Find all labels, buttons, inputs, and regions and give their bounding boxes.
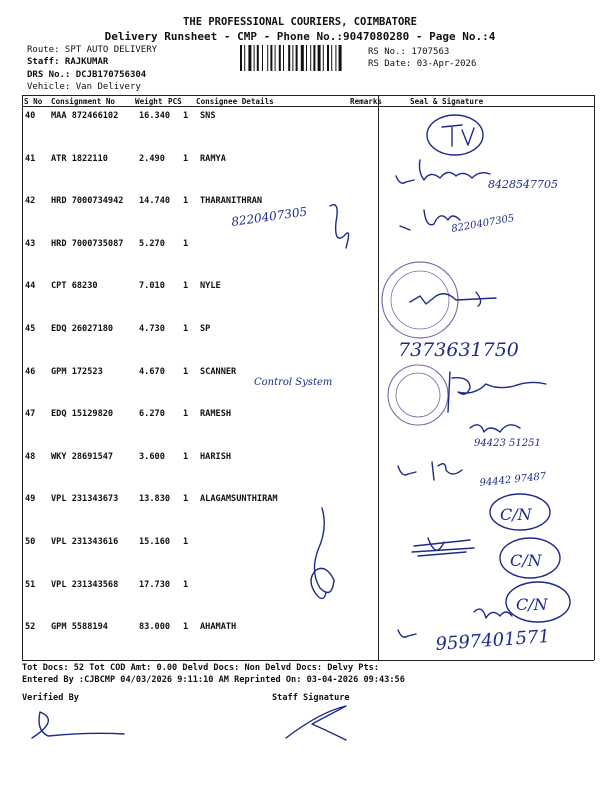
cell-cons: ATR 1822110 — [51, 153, 108, 164]
signature-ahamath — [474, 609, 512, 618]
cell-pcs: 1 — [183, 622, 189, 633]
col-consignee: Consignee Details — [196, 97, 274, 106]
cell-cons: EDQ 26027180 — [51, 324, 114, 334]
signature-nyle — [410, 292, 496, 306]
cell-pcs: 1 — [183, 281, 189, 292]
control-system-note: Control System — [254, 377, 333, 388]
cell-consignee: ALAGAMSUNTHIRAM — [200, 494, 278, 505]
cn-note-49: C/N — [500, 505, 532, 524]
cell-consignee: AHAMATH — [200, 622, 237, 633]
cell-consignee: SCANNER — [200, 366, 237, 377]
col-sno: S No — [24, 97, 43, 106]
cell-cons: WKY 28691547 — [51, 451, 114, 462]
cell-pcs: 1 — [183, 111, 189, 121]
crossed-signature-50 — [412, 538, 474, 556]
signature-tv — [442, 125, 474, 146]
cell-weight: 5.270 — [139, 238, 165, 249]
footer-totals: Tot Docs: 52 Tot COD Amt: 0.00 Delvd Docs: Non Delvd Docs: Delvy Pts: — [22, 663, 379, 673]
signature-harish — [432, 462, 462, 480]
cell-consignee: RAMESH — [200, 409, 232, 420]
cn-note-50: C/N — [510, 551, 542, 570]
cell-sno: 51 — [25, 579, 36, 590]
cell-pcs: 1 — [183, 238, 189, 249]
cell-cons: HRD 7000735087 — [51, 238, 124, 249]
cell-consignee: RAMYA — [200, 153, 226, 164]
phone-row45: 7373631750 — [398, 339, 519, 361]
cell-sno: 40 — [25, 111, 36, 121]
vehicle-label: Vehicle: Van Delivery — [27, 82, 141, 92]
cell-cons: GPM 172523 — [51, 366, 103, 377]
company-stamp-2 — [388, 365, 448, 425]
signature-ramesh — [470, 425, 520, 432]
phone-tharani-1: 8220407305 — [230, 204, 309, 229]
cell-pcs: 1 — [183, 494, 189, 505]
signature-circle-tv — [427, 115, 483, 155]
rs-number: RS No.: 1707563 — [368, 47, 450, 57]
cell-sno: 43 — [25, 238, 36, 249]
phone-tharani-2: 8220407305 — [450, 213, 516, 235]
cell-pcs: 1 — [183, 366, 189, 377]
rs-date: RS Date: 03-Apr-2026 — [368, 59, 477, 69]
cell-weight: 4.730 — [139, 324, 165, 334]
footer-entered-by: Entered By :CJBCMP 04/03/2026 9:11:10 AM Reprinted On: 03-04-2026 09:43:56 — [22, 675, 405, 685]
cell-cons: MAA 872466102 — [51, 111, 119, 121]
cell-pcs: 1 — [183, 324, 189, 334]
runsheet-subtitle: Delivery Runsheet - CMP - Phone No.:9047080280 - Page No.:4 — [104, 30, 496, 43]
tick-mark-48 — [398, 466, 416, 475]
cell-pcs: 1 — [183, 537, 189, 547]
cell-sno: 44 — [25, 281, 36, 292]
cell-weight: 7.010 — [139, 281, 165, 292]
cn-note-51: C/N — [516, 595, 548, 614]
company-title: THE PROFESSIONAL COURIERS, COIMBATORE — [183, 16, 417, 28]
col-remarks: Remarks — [350, 97, 383, 106]
cell-cons: VPL 231343673 — [51, 494, 119, 505]
cell-cons: CPT 68230 — [51, 281, 98, 292]
cell-sno: 52 — [25, 622, 36, 633]
phone-row48: 94442 97487 — [479, 471, 547, 489]
signature-scanner — [448, 372, 546, 412]
signature-tharani — [330, 205, 349, 248]
cell-weight: 83.000 — [139, 622, 171, 633]
cell-consignee: THARANITHRAN — [200, 196, 263, 207]
cell-weight: 13.830 — [139, 494, 171, 505]
verified-signature — [32, 712, 124, 738]
cell-consignee: SP — [200, 324, 211, 334]
cell-pcs: 1 — [183, 451, 189, 462]
cell-weight: 17.730 — [139, 579, 171, 590]
col-consignment: Consignment No — [51, 97, 116, 106]
cell-sno: 46 — [25, 366, 36, 377]
cell-pcs: 1 — [183, 196, 189, 207]
col-weight: Weight — [135, 97, 163, 106]
staff-label: Staff: RAJKUMAR — [27, 57, 109, 67]
cell-sno: 45 — [25, 324, 36, 334]
staff-signature-mark — [286, 706, 346, 740]
phone-row47: 94423 51251 — [474, 438, 541, 449]
cell-weight: 16.340 — [139, 111, 171, 121]
cell-pcs: 1 — [183, 409, 189, 420]
route-label: Route: SPT AUTO DELIVERY — [27, 45, 158, 55]
cell-cons: HRD 7000734942 — [51, 196, 124, 207]
cell-weight: 15.160 — [139, 537, 171, 547]
cell-cons: VPL 231343616 — [51, 537, 119, 547]
cell-weight: 4.670 — [139, 366, 165, 377]
col-seal-signature: Seal & Signature — [410, 97, 484, 106]
signature-ramya — [420, 160, 491, 180]
phone-ramya: 8428547705 — [488, 178, 558, 191]
staff-signature-label: Staff Signature — [272, 693, 350, 703]
cell-pcs: 1 — [183, 153, 189, 164]
cell-cons: GPM 5588194 — [51, 622, 108, 633]
cell-cons: VPL 231343568 — [51, 579, 119, 590]
cell-consignee: HARISH — [200, 451, 232, 462]
tick-mark-52 — [398, 630, 416, 637]
company-stamp-1 — [382, 262, 458, 338]
cell-sno: 41 — [25, 153, 36, 164]
cell-weight: 14.740 — [139, 196, 171, 207]
cell-pcs: 1 — [183, 579, 189, 590]
cell-weight: 6.270 — [139, 409, 165, 420]
tick-mark-41 — [396, 176, 414, 183]
cell-sno: 47 — [25, 409, 36, 420]
phone-row52: 9597401571 — [434, 626, 551, 655]
cell-consignee: NYLE — [200, 281, 221, 292]
signature-alagam — [311, 508, 334, 599]
cell-weight: 3.600 — [139, 451, 165, 462]
cell-sno: 50 — [25, 537, 36, 547]
cell-sno: 42 — [25, 196, 36, 207]
drs-number: DRS No.: DCJB170756304 — [27, 70, 147, 80]
col-pcs: PCS — [168, 97, 182, 106]
verified-by-label: Verified By — [22, 693, 79, 703]
cell-sno: 48 — [25, 451, 36, 462]
cell-cons: EDQ 15129820 — [51, 409, 114, 420]
cell-sno: 49 — [25, 494, 36, 505]
cell-weight: 2.490 — [139, 153, 165, 164]
cell-consignee: SNS — [200, 111, 216, 121]
